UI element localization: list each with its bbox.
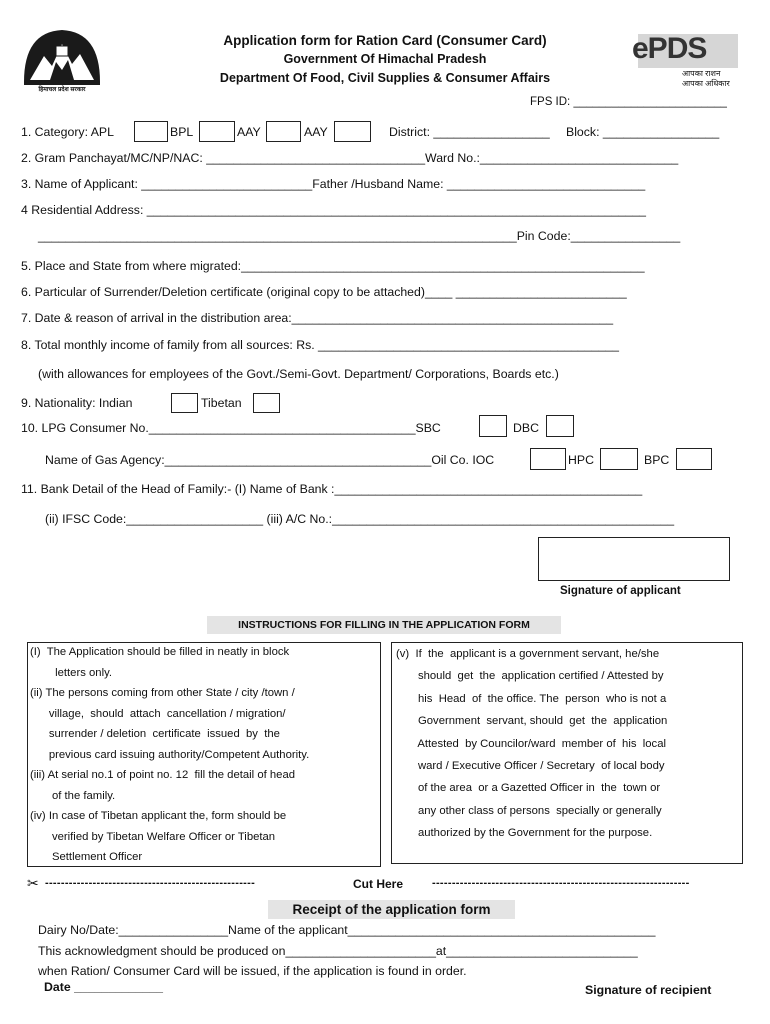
government-name: Government Of Himachal Pradesh (283, 52, 487, 66)
nationality-tibetan-label: Tibetan (201, 396, 242, 410)
arrival-date-reason-field[interactable]: 7. Date & reason of arrival in the distribution area:_______________________________________________ (21, 311, 614, 325)
monthly-income-field[interactable]: 8. Total monthly income of family from all sources: Rs. ____________________________________________ (21, 338, 619, 352)
district-field[interactable]: District: _________________ (389, 125, 550, 139)
oil-bpc-label: BPC (644, 453, 670, 467)
instruction-right-line: Attested by Councilor/ward member of his local (396, 737, 666, 750)
cut-line-right: ----------------------------------------------------------------- (432, 877, 690, 889)
lpg-dbc-checkbox[interactable] (546, 415, 574, 437)
instruction-left-line: Settlement Officer (30, 851, 143, 863)
instruction-right-line: authorized by the Government for the purpose. (396, 827, 653, 840)
receipt-date-field[interactable]: Date _____________ (44, 980, 163, 994)
instruction-left-line: (iii) At serial no.1 of point no. 12 fill the detail of head (30, 769, 296, 781)
oil-hpc-label: HPC (568, 453, 594, 467)
scissors-icon: ✂ (27, 875, 39, 891)
category-bpl-checkbox[interactable] (199, 121, 235, 142)
fps-id-field[interactable]: FPS ID: ________________________ (530, 96, 727, 108)
instruction-left-line: (ii) The persons coming from other State / city /town / (30, 687, 295, 699)
lpg-dbc-label: DBC (513, 421, 539, 435)
instruction-left-line: (I) The Application should be filled in neatly in block (30, 646, 290, 658)
residential-address-field[interactable]: 4 Residential Address: _________________________________________________________________________ (21, 203, 647, 217)
instructions-title: INSTRUCTIONS FOR FILLING IN THE APPLICATION FORM (207, 616, 561, 634)
instruction-right-line: of the area or a Gazetted Officer in the town or (396, 782, 661, 795)
instructions-left-text (30, 642, 309, 868)
receipt-dairy-applicant-field[interactable]: Dairy No/Date:________________Name of the applicant_____________________________________________ (38, 923, 656, 937)
oil-bpc-checkbox[interactable] (676, 448, 712, 470)
applicant-signature-box[interactable] (538, 537, 730, 581)
instruction-left-line: surrender / deletion certificate issued by the (30, 728, 280, 740)
epds-logo-text: ePDS (632, 32, 707, 65)
receipt-note: when Ration/ Consumer Card will be issued, if the application is found in order. (38, 964, 467, 978)
block-field[interactable]: Block: _________________ (566, 125, 720, 139)
ifsc-account-field[interactable]: (ii) IFSC Code:____________________ (iii) A/C No.:__________________________________________________ (45, 512, 675, 526)
migrated-from-field[interactable]: 5. Place and State from where migrated:___________________________________________________________ (21, 259, 645, 273)
category-aay2-checkbox[interactable] (334, 121, 371, 142)
epds-tagline-2: आपका अधिकार (682, 79, 730, 88)
instruction-right-line: should get the application certified / Attested by (396, 670, 664, 683)
instruction-left-line: previous card issuing authority/Competent Authority. (30, 748, 310, 761)
oil-ioc-checkbox[interactable] (530, 448, 566, 470)
surrender-certificate-field[interactable]: 6. Particular of Surrender/Deletion certificate (original copy to be attached)____ _________________________ (21, 285, 627, 299)
cut-line-left: ----------------------------------------------------- (45, 877, 256, 889)
instruction-right-line: any other class of persons specially or generally (396, 804, 662, 817)
oil-hpc-checkbox[interactable] (600, 448, 638, 470)
category-aay2-label: AAY (304, 125, 328, 139)
epds-tagline-1: आपका राशन (682, 69, 721, 78)
cut-here-label: Cut Here (353, 877, 404, 891)
instruction-left-line: village, should attach cancellation / migration/ (30, 707, 286, 720)
instruction-right-line: ward / Executive Officer / Secretary of local body (396, 760, 665, 773)
category-apl-checkbox[interactable] (134, 121, 168, 142)
applicant-father-name-field[interactable]: 3. Name of Applicant: _________________________Father /Husband Name: _____________________________ (21, 177, 646, 191)
nationality-tibetan-checkbox[interactable] (253, 393, 280, 413)
department-name: Department Of Food, Civil Supplies & Consumer Affairs (219, 71, 551, 85)
gram-panchayat-ward-field[interactable]: 2. Gram Panchayat/MC/NP/NAC: ________________________________Ward No.:_____________________________ (21, 151, 679, 165)
instruction-right-line: Government servant, should get the application (396, 715, 668, 728)
nationality-label: 9. Nationality: Indian (21, 396, 133, 410)
instruction-left-line: verified by Tibetan Welfare Officer or Tibetan (30, 830, 276, 843)
recipient-signature-label: Signature of recipient (585, 983, 712, 997)
gas-agency-field[interactable]: Name of Gas Agency:_______________________________________Oil Co. IOC (45, 453, 495, 467)
nationality-indian-checkbox[interactable] (171, 393, 198, 413)
instruction-left-line: letters only. (30, 666, 113, 679)
bank-name-field[interactable]: 11. Bank Detail of the Head of Family:- (I) Name of Bank :_____________________________________________ (21, 482, 643, 496)
receipt-title: Receipt of the application form (268, 900, 515, 919)
income-note: (with allowances for employees of the Govt./Semi-Govt. Department/ Corporations, Boards etc.) (38, 367, 559, 381)
instruction-left-line: of the family. (30, 789, 116, 802)
category-bpl-label: BPL (170, 125, 194, 139)
signature-applicant-label: Signature of applicant (560, 585, 681, 597)
receipt-produce-on-field[interactable]: This acknowledgment should be produced on______________________at____________________________ (38, 944, 638, 958)
category-label: 1. Category: APL (21, 125, 114, 139)
category-aay1-checkbox[interactable] (266, 121, 301, 142)
emblem-caption: हिमाचल प्रदेश सरकार (38, 87, 86, 93)
instruction-left-line: (iv) In case of Tibetan applicant the, form should be (30, 810, 287, 822)
form-title: Application form for Ration Card (Consumer Card) (223, 33, 547, 48)
address-pincode-field[interactable]: ______________________________________________________________________Pin Code:________________ (38, 229, 681, 243)
lpg-sbc-checkbox[interactable] (479, 415, 507, 437)
lpg-consumer-field[interactable]: 10. LPG Consumer No._______________________________________SBC (21, 421, 441, 435)
instructions-right-text (396, 643, 667, 845)
instruction-right-line: his Head of the office. The person who is not a (396, 692, 667, 705)
category-aay1-label: AAY (237, 125, 261, 139)
instruction-right-line: (v) If the applicant is a government servant, he/she (396, 648, 660, 660)
